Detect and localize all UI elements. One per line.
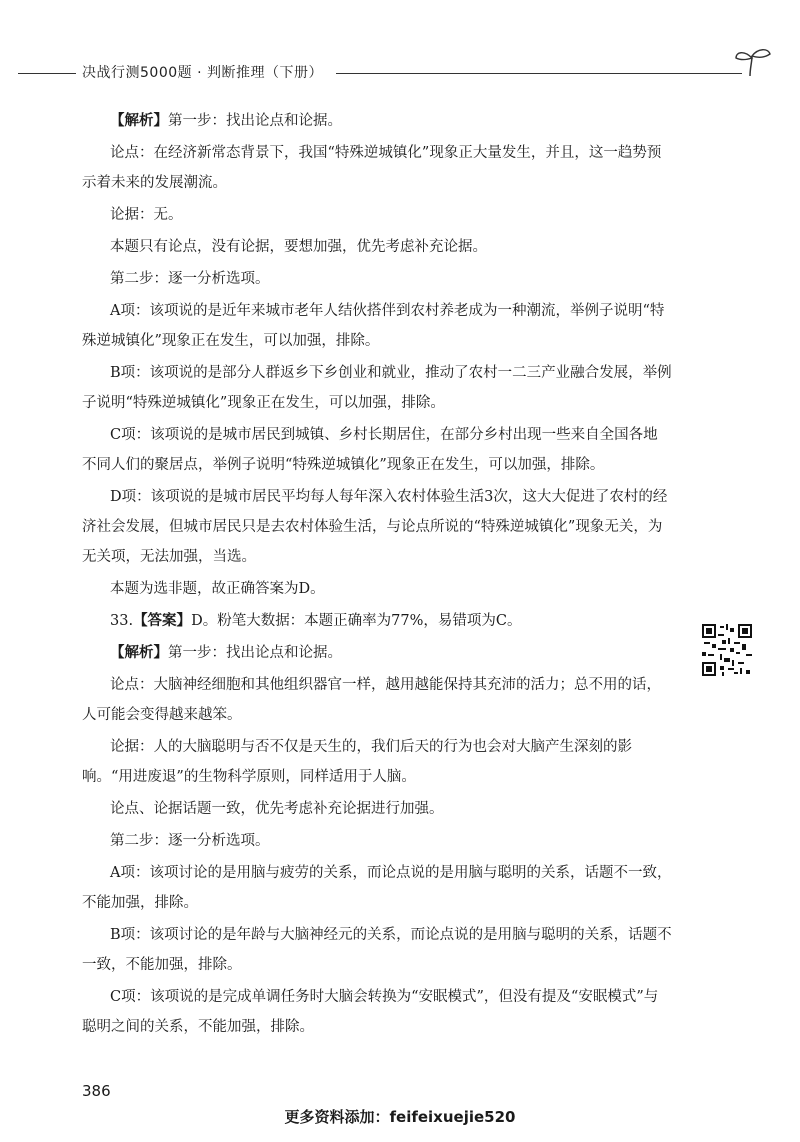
paragraph — [82, 138, 672, 198]
paragraph-text: 论点、论据话题一致，优先考虑补充论据进行加强。 — [110, 801, 444, 817]
book-title: 决战行测5000题 · 判断推理（下册） — [82, 65, 323, 81]
paragraph-text: 第一步：找出论点和论据。 — [168, 113, 342, 129]
paragraph-text: 第二步：逐一分析选项。 — [110, 833, 270, 849]
paragraph-text: D。粉笔大数据：本题正确率为77%，易错项为C。 — [191, 613, 522, 629]
paragraph-text: B项：该项说的是部分人群返乡下乡创业和就业，推动了农村一二三产业融合发展，举例子说明“特殊逆城镇化”现象正在发生，可以加强，排除。 — [82, 365, 672, 411]
paragraph-text: C项：该项说的是城市居民到城镇、乡村长期居住，在部分乡村出现一些来自全国各地不同人们的聚居点，举例子说明“特殊逆城镇化”现象正在发生，可以加强，排除。 — [82, 427, 658, 473]
section-tag: 【解析】 — [110, 112, 168, 129]
page-number: 386 — [82, 1082, 111, 1100]
answer-explanation-body — [82, 106, 672, 1044]
paragraph — [82, 732, 672, 792]
header-rule-left — [18, 73, 76, 74]
paragraph-text: 本题只有论点，没有论据，要想加强，优先考虑补充论据。 — [110, 239, 487, 255]
paragraph — [82, 670, 672, 730]
paragraph — [82, 794, 672, 824]
paragraph — [82, 638, 672, 668]
header-rule-right — [336, 73, 742, 74]
paragraph — [82, 826, 672, 856]
paragraph — [82, 606, 672, 636]
paragraph — [82, 106, 672, 136]
paragraph-text: B项：该项讨论的是年龄与大脑神经元的关系，而论点说的是用脑与聪明的关系，话题不一致，不能加强，排除。 — [82, 927, 672, 973]
question-number: 33. — [110, 613, 134, 629]
paragraph-text: 论据：无。 — [110, 207, 183, 223]
paragraph-text: 论据：人的大脑聪明与否不仅是天生的，我们后天的行为也会对大脑产生深刻的影响。“用进废退”的生物科学原则，同样适用于人脑。 — [82, 739, 632, 785]
paragraph — [82, 858, 672, 918]
paragraph-text: D项：该项说的是城市居民平均每人每年深入农村体验生活3次，这大大促进了农村的经济社会发展，但城市居民只是去农村体验生活，与论点所说的“特殊逆城镇化”现象无关，为无关项，无法加强，当选。 — [82, 489, 668, 565]
paragraph — [82, 482, 672, 572]
paragraph — [82, 574, 672, 604]
paragraph-text: C项：该项说的是完成单调任务时大脑会转换为“安眠模式”，但没有提及“安眠模式”与聪明之间的关系，不能加强，排除。 — [82, 989, 659, 1035]
paragraph-text: 论点：在经济新常态背景下，我国“特殊逆城镇化”现象正大量发生，并且，这一趋势预示着未来的发展潮流。 — [82, 145, 662, 191]
paragraph — [82, 920, 672, 980]
paragraph-text: 论点：大脑神经细胞和其他组织器官一样，越用越能保持其充沛的活力；总不用的话，人可能会变得越来越笨。 — [82, 677, 661, 723]
paragraph — [82, 358, 672, 418]
paragraph-text: A项：该项说的是近年来城市老年人结伙搭伴到农村养老成为一种潮流，举例子说明“特殊逆城镇化”现象正在发生，可以加强，排除。 — [82, 303, 665, 349]
sprout-icon — [730, 46, 774, 80]
paragraph-text: 第二步：逐一分析选项。 — [110, 271, 270, 287]
paragraph — [82, 982, 672, 1042]
section-tag: 【解析】 — [110, 644, 168, 661]
paragraph — [82, 232, 672, 262]
paragraph — [82, 264, 672, 294]
running-header — [18, 58, 750, 88]
paragraph — [82, 200, 672, 230]
paragraph-text: A项：该项讨论的是用脑与疲劳的关系，而论点说的是用脑与聪明的关系，话题不一致，不能加强，排除。 — [82, 865, 672, 911]
qr-code-icon — [702, 624, 752, 676]
paragraph-text: 第一步：找出论点和论据。 — [168, 645, 342, 661]
paragraph — [82, 420, 672, 480]
footer-contact-note: 更多资料添加：feifeixuejie520 — [284, 1108, 516, 1126]
paragraph-text: 本题为选非题，故正确答案为D。 — [110, 581, 325, 597]
paragraph — [82, 296, 672, 356]
section-tag: 【答案】 — [133, 612, 192, 629]
